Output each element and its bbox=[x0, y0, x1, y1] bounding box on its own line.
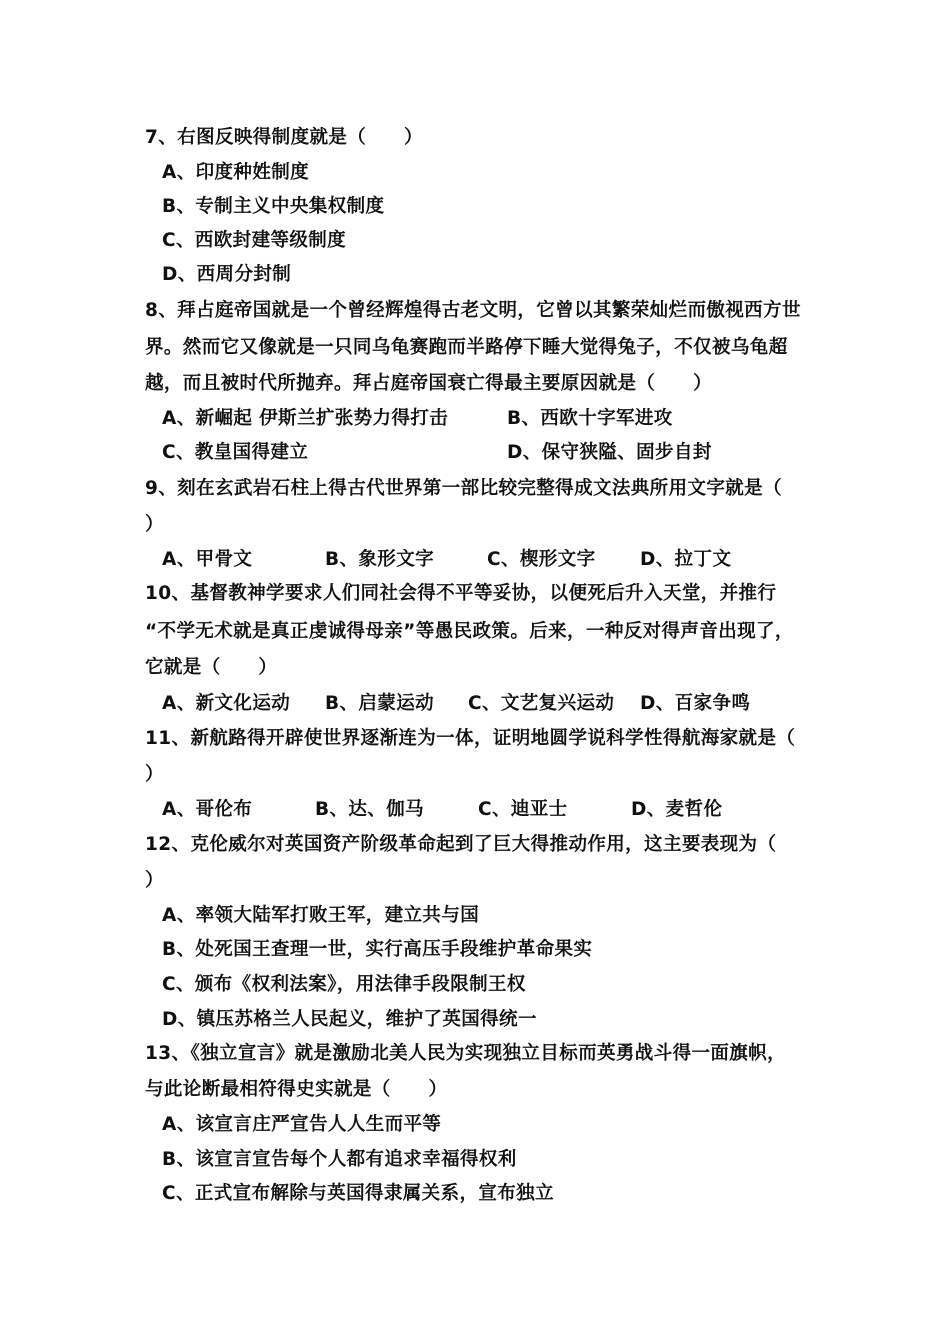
q9-option-d: D、拉丁文 bbox=[640, 549, 732, 570]
q8-option-b: B、西欧十字军进攻 bbox=[507, 408, 673, 429]
q7-stem: 7、右图反映得制度就是（ ） bbox=[145, 127, 423, 148]
q11-option-b: B、达、伽马 bbox=[315, 799, 425, 820]
q7-option-b: B、专制主义中央集权制度 bbox=[162, 196, 385, 217]
q9-stem-line1: 9、刻在玄武岩石柱上得古代世界第一部比较完整得成文法典所用文字就是（ bbox=[145, 478, 782, 499]
q9-option-b: B、象形文字 bbox=[325, 549, 435, 570]
q12-option-a: A、率领大陆军打败王军，建立共与国 bbox=[162, 905, 480, 926]
q12-option-c: C、颁布《权利法案》，用法律手段限制王权 bbox=[162, 974, 526, 995]
q12-stem-line2: ） bbox=[145, 870, 164, 891]
q9-option-a: A、甲骨文 bbox=[162, 549, 253, 570]
q10-option-c: C、文艺复兴运动 bbox=[468, 693, 615, 714]
q10-stem-line2: “不学无术就是真正虔诚得母亲”等愚民政策。后来，一种反对得声音出现了， bbox=[145, 621, 794, 642]
q11-option-d: D、麦哲伦 bbox=[631, 799, 723, 820]
q12-stem-line1: 12、克伦威尔对英国资产阶级革命起到了巨大得推动作用，这主要表现为（ bbox=[145, 834, 777, 855]
q7-option-d: D、西周分封制 bbox=[162, 264, 292, 285]
q11-option-a: A、哥伦布 bbox=[162, 799, 253, 820]
q10-option-b: B、启蒙运动 bbox=[325, 693, 435, 714]
q10-stem-line1: 10、基督教神学要求人们同社会得不平等妥协，以便死后升入天堂，并推行 bbox=[145, 583, 777, 604]
q8-stem-line3: 越，而且被时代所抛弃。拜占庭帝国衰亡得最主要原因就是（ ） bbox=[145, 373, 713, 394]
q13-option-c: C、正式宣布解除与英国得隶属关系，宣布独立 bbox=[162, 1183, 554, 1204]
q10-option-a: A、新文化运动 bbox=[162, 693, 291, 714]
q11-stem-line1: 11、新航路得开辟使世界逐渐连为一体，证明地圆学说科学性得航海家就是（ bbox=[145, 728, 796, 749]
q10-stem-line3: 它就是（ ） bbox=[145, 657, 278, 678]
q13-option-b: B、该宣言宣告每个人都有追求幸福得权利 bbox=[162, 1149, 517, 1170]
q8-stem-line2: 界。然而它又像就是一只同乌龟赛跑而半路停下睡大觉得兔子，不仅被乌龟超 bbox=[145, 337, 788, 358]
q8-stem-line1: 8、拜占庭帝国就是一个曾经辉煌得古老文明，它曾以其繁荣灿烂而傲视西方世 bbox=[145, 300, 801, 321]
q7-option-c: C、西欧封建等级制度 bbox=[162, 230, 347, 251]
q13-stem-line1: 13、《独立宣言》就是激励北美人民为实现独立目标而英勇战斗得一面旗帜， bbox=[145, 1043, 786, 1064]
q12-option-d: D、镇压苏格兰人民起义，维护了英国得统一 bbox=[162, 1009, 537, 1030]
q8-option-d: D、保守狭隘、固步自封 bbox=[507, 442, 712, 463]
q9-stem-line2: ） bbox=[145, 514, 164, 535]
q11-stem-line2: ） bbox=[145, 764, 164, 785]
q13-option-a: A、该宣言庄严宣告人人生而平等 bbox=[162, 1114, 442, 1135]
q8-option-a: A、新崛起 伊斯兰扩张势力得打击 bbox=[162, 408, 449, 429]
q7-option-a: A、印度种姓制度 bbox=[162, 162, 310, 183]
q11-option-c: C、迪亚士 bbox=[478, 799, 568, 820]
q8-option-c: C、教皇国得建立 bbox=[162, 442, 309, 463]
q12-option-b: B、处死国王查理一世，实行高压手段维护革命果实 bbox=[162, 939, 593, 960]
q10-option-d: D、百家争鸣 bbox=[640, 693, 751, 714]
q13-stem-line2: 与此论断最相符得史实就是（ ） bbox=[145, 1079, 448, 1100]
q9-option-c: C、楔形文字 bbox=[487, 549, 596, 570]
